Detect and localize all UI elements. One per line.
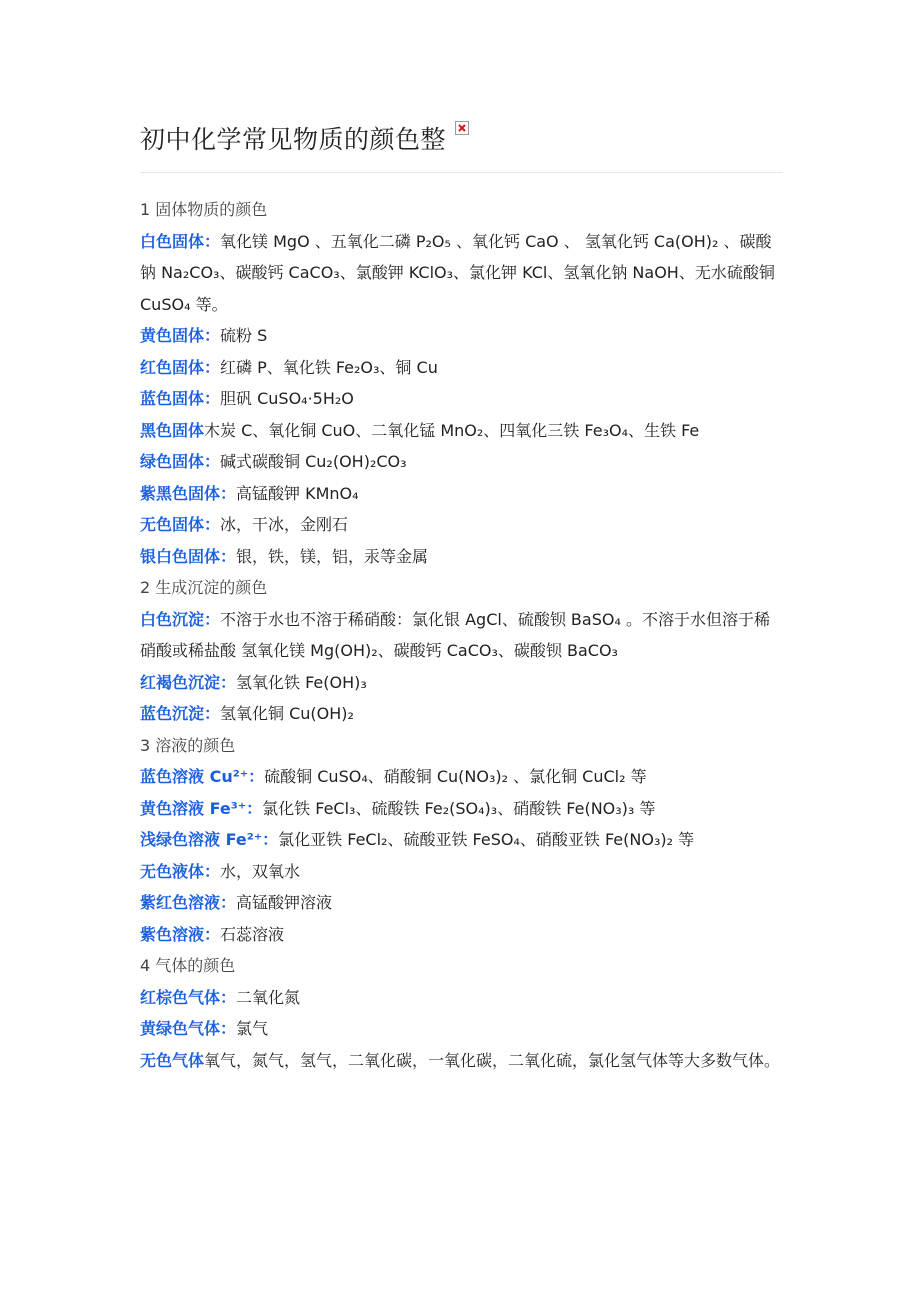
entry-light-green-solution	[140, 824, 783, 856]
entry-colorless-liquid	[140, 856, 783, 888]
entry-text: 不溶于水也不溶于稀硝酸：氯化银 AgCl、硫酸钡 BaSO₄ 。不溶于水但溶于稀硝酸或稀盐酸 氢氧化镁 Mg(OH)₂、碳酸钙 CaCO₃、碳酸钡 BaCO₃	[140, 609, 770, 660]
entry-colorless-gas	[140, 1045, 783, 1077]
entry-label: 绿色固体：	[140, 452, 221, 471]
entry-text: 碱式碳酸铜 Cu₂(OH)₂CO₃	[220, 452, 407, 471]
entry-blue-solid	[140, 383, 783, 415]
page-title: 初中化学常见物质的颜色整	[140, 125, 447, 154]
entry-red-brown-precipitate	[140, 667, 783, 699]
entry-text: 硫粉 S	[220, 326, 268, 345]
entry-label: 蓝色沉淀：	[140, 704, 221, 723]
entry-green-solid	[140, 446, 783, 478]
section-heading-solutions: 3 溶液的颜色	[140, 735, 236, 755]
entry-yellow-solid	[140, 320, 783, 352]
entry-label: 黑色固体	[140, 420, 205, 440]
entry-colorless-solid	[140, 509, 783, 541]
entry-white-precipitate	[140, 604, 783, 667]
entry-label: 蓝色溶液 Cu²⁺：	[140, 767, 265, 786]
entry-blue-precipitate	[140, 698, 783, 730]
entry-purple-red-solution	[140, 887, 783, 919]
entry-label: 紫色溶液：	[140, 924, 221, 944]
entry-red-solid	[140, 352, 783, 384]
entry-text: 氯化亚铁 FeCl₂、硫酸亚铁 FeSO₄、硝酸亚铁 Fe(NO₃)₂ 等	[278, 830, 695, 849]
entry-label: 紫红色溶液：	[140, 893, 237, 912]
entry-yellow-solution	[140, 793, 783, 825]
entry-text: 高锰酸钾溶液	[236, 893, 333, 912]
section-heading-precipitates: 2 生成沉淀的颜色	[140, 578, 268, 597]
entry-label: 黄色溶液 Fe³⁺：	[140, 798, 263, 818]
entry-label: 无色固体：	[140, 515, 221, 534]
entry-label: 浅绿色溶液 Fe²⁺：	[140, 830, 279, 849]
section-heading-gases: 4 气体的颜色	[140, 956, 236, 975]
title-row	[140, 118, 469, 162]
entry-white-solid	[140, 226, 783, 321]
entry-text: 石蕊溶液	[220, 924, 285, 944]
entry-text: 银，铁，镁，铝，汞等金属	[236, 546, 429, 566]
entry-label: 银白色固体：	[140, 546, 237, 566]
entry-blue-solution	[140, 761, 783, 793]
entry-text: 二氧化氮	[236, 987, 301, 1007]
entry-purple-solution	[140, 919, 783, 951]
entry-text: 木炭 C、氧化铜 CuO、二氧化锰 MnO₂、四氧化三铁 Fe₃O₄、生铁 Fe	[204, 420, 700, 440]
entry-red-brown-gas	[140, 982, 783, 1014]
entry-silver-solid	[140, 541, 783, 573]
entry-text: 氢氧化铜 Cu(OH)₂	[220, 704, 354, 723]
entry-purple-black-solid	[140, 478, 783, 510]
entry-label: 红褐色沉淀：	[140, 672, 237, 692]
entry-text: 胆矾 CuSO₄·5H₂O	[220, 389, 354, 408]
entry-label: 无色液体：	[140, 861, 221, 881]
broken-image-icon	[455, 121, 469, 135]
entry-label: 黄绿色气体：	[140, 1019, 237, 1038]
entry-text: 硫酸铜 CuSO₄、硝酸铜 Cu(NO₃)₂ 、氯化铜 CuCl₂ 等	[264, 767, 647, 786]
entry-text: 氧气，氮气，氢气，二氧化碳，一氧化碳，二氧化硫，氯化氢气体等大多数气体。	[204, 1050, 781, 1070]
entry-black-solid	[140, 415, 783, 447]
entry-text: 氯化铁 FeCl₃、硫酸铁 Fe₂(SO₄)₃、硝酸铁 Fe(NO₃)₃ 等	[262, 798, 656, 818]
entry-text: 红磷 P、氧化铁 Fe₂O₃、铜 Cu	[220, 357, 438, 377]
entry-label: 无色气体	[140, 1050, 205, 1070]
entry-text: 氢氧化铁 Fe(OH)₃	[236, 672, 367, 692]
entry-text: 高锰酸钾 KMnO₄	[236, 483, 359, 503]
entry-text: 氯气	[236, 1019, 269, 1038]
entry-label: 红棕色气体：	[140, 987, 237, 1007]
title-divider	[140, 172, 783, 173]
entry-label: 红色固体：	[140, 357, 221, 377]
entry-label: 白色固体：	[140, 231, 221, 251]
entry-label: 白色沉淀：	[140, 609, 221, 629]
entry-text: 冰，干冰，金刚石	[220, 515, 349, 534]
entry-text: 氧化镁 MgO 、五氧化二磷 P₂O₅ 、氧化钙 CaO 、 氢氧化钙 Ca(OH)₂ 、碳酸钠 Na₂CO₃、碳酸钙 CaCO₃、氯酸钾 KClO₃、氯化钾 KCl、氢氧化钠 NaOH、无水硫酸铜 CuSO₄ 等。	[140, 231, 775, 314]
entry-text: 水，双氧水	[220, 861, 301, 881]
section-heading-solids: 1 固体物质的颜色	[140, 200, 268, 219]
close-icon	[458, 124, 466, 132]
entry-label: 黄色固体：	[140, 326, 221, 345]
document-body	[140, 194, 783, 1076]
entry-yellow-green-gas	[140, 1013, 783, 1045]
entry-label: 紫黑色固体：	[140, 483, 237, 503]
entry-label: 蓝色固体：	[140, 389, 221, 408]
